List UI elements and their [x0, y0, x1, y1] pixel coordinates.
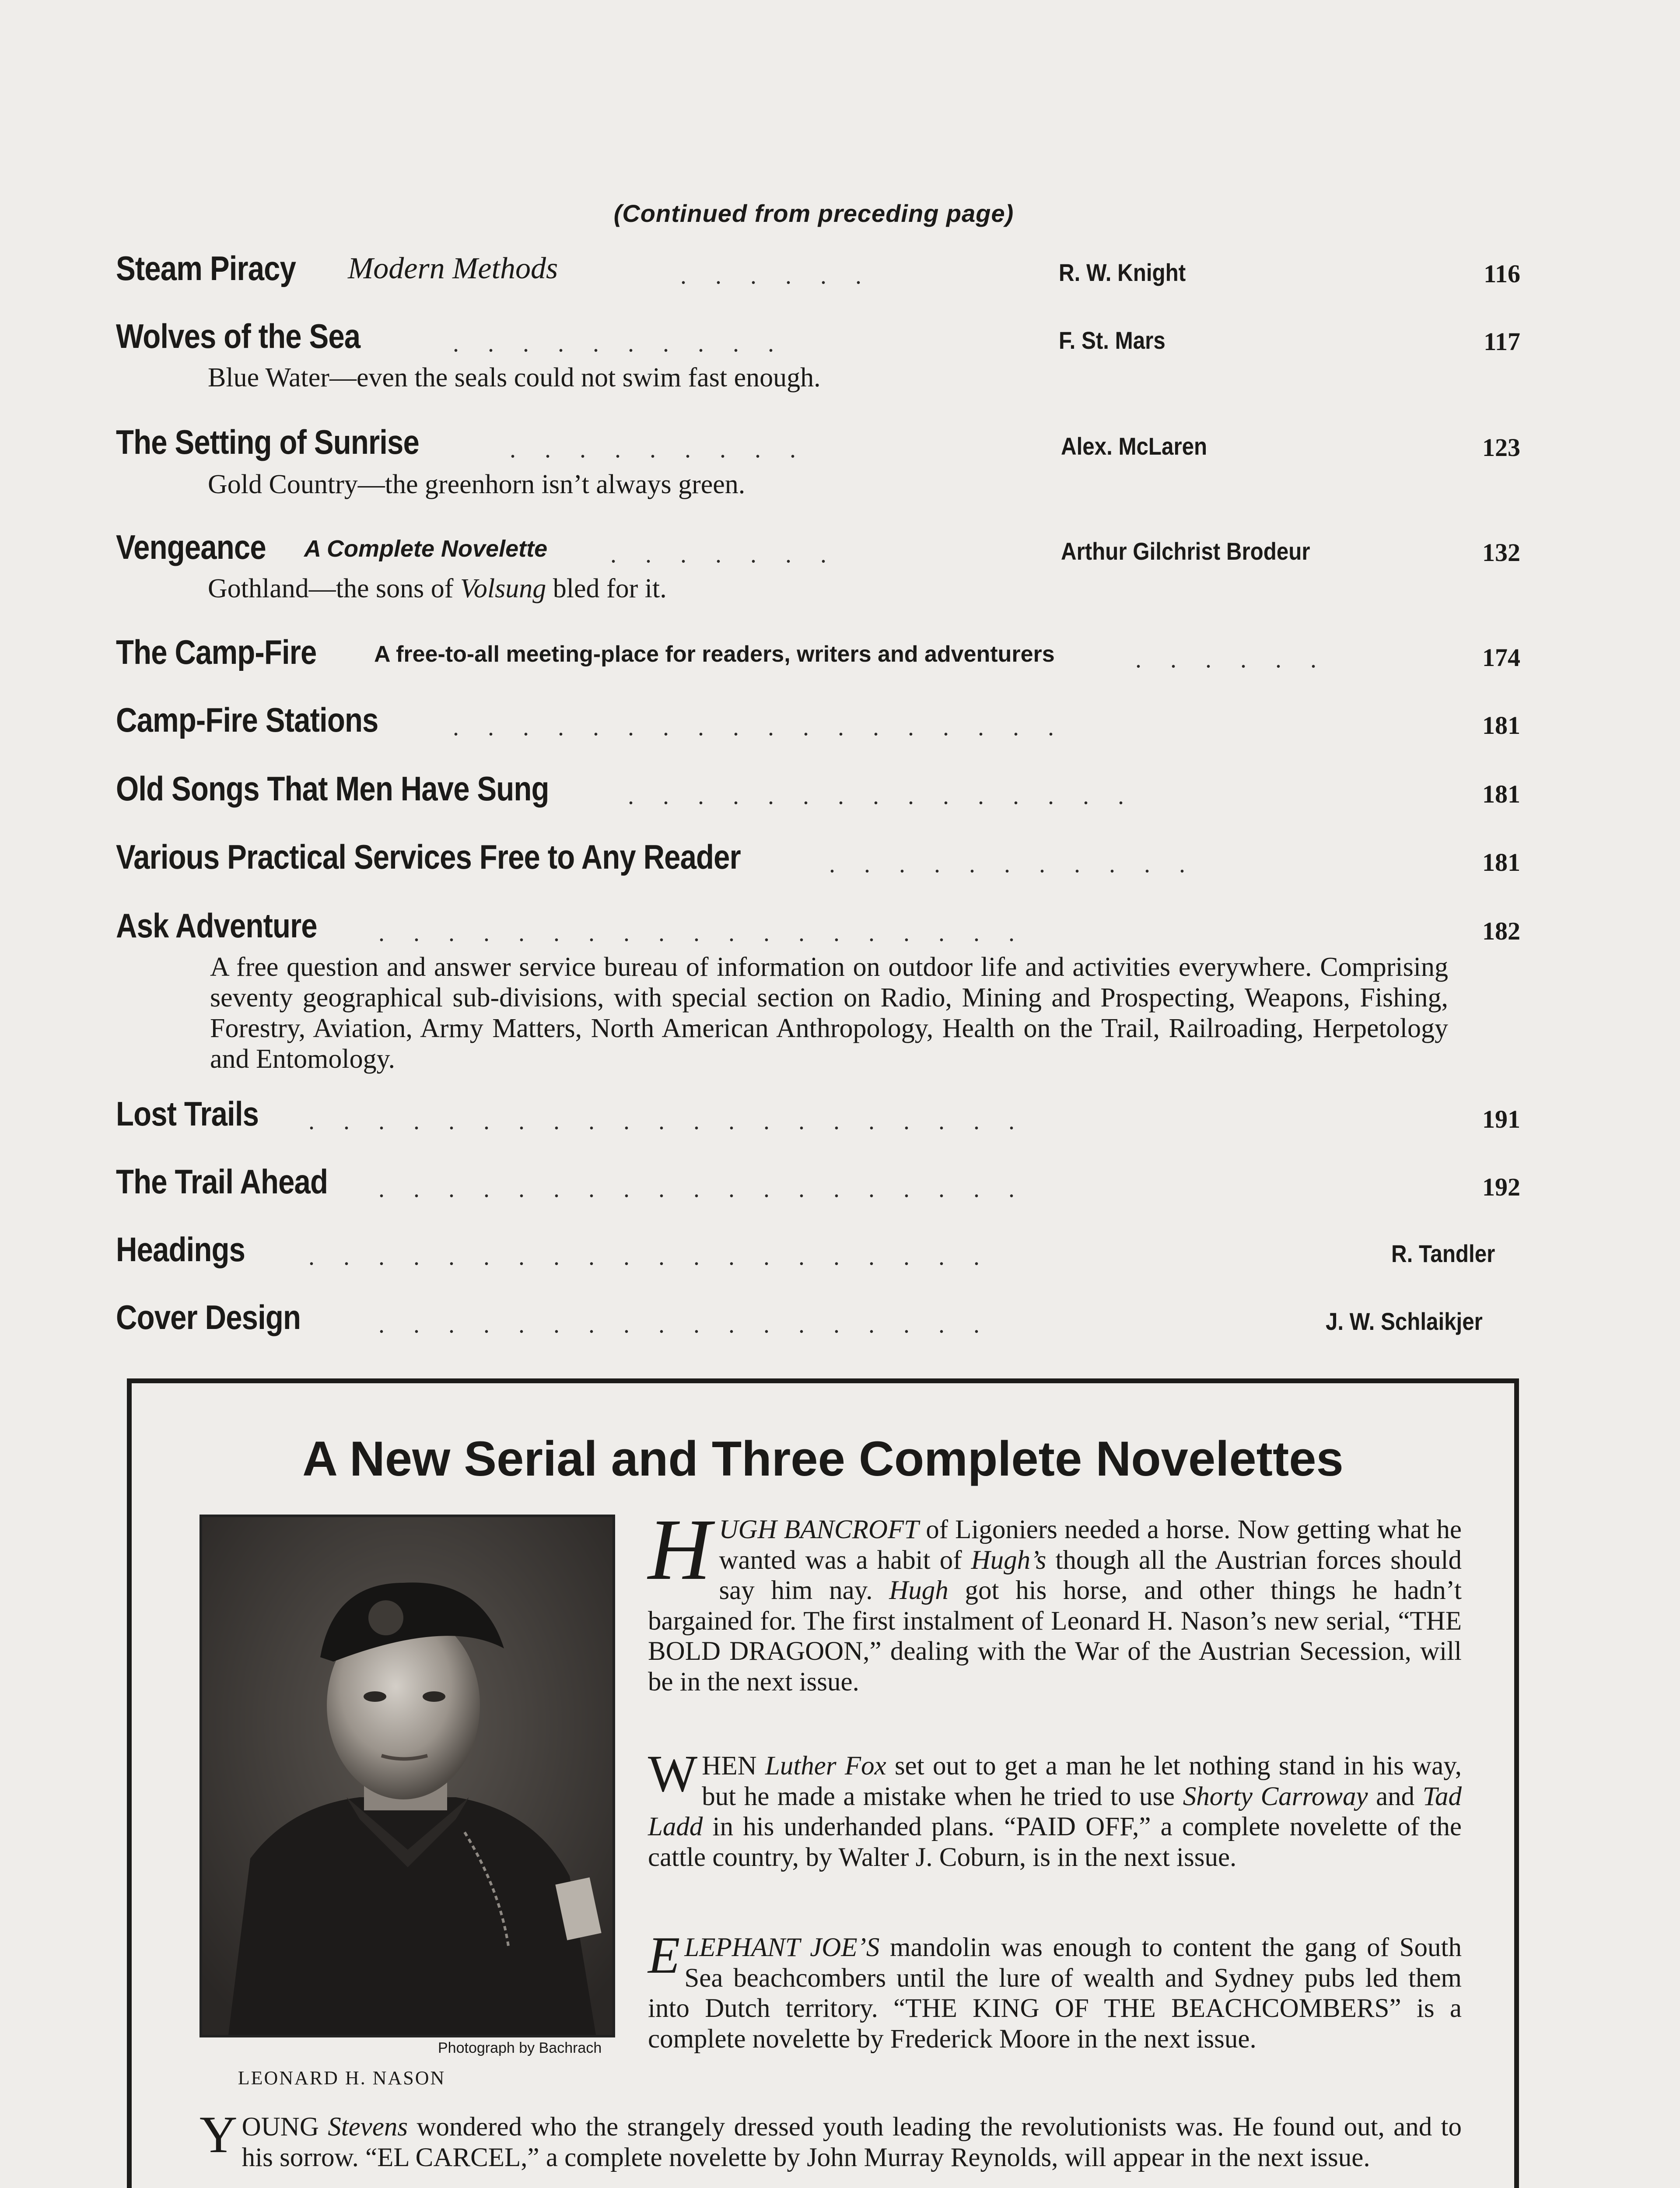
drop-cap: H — [648, 1501, 711, 1598]
photo-caption: LEONARD H. NASON — [238, 2067, 446, 2089]
leader-dots: ................... — [378, 919, 1043, 947]
toc-page: 116 — [1484, 259, 1520, 288]
toc-entry[interactable] — [116, 769, 1520, 808]
blurb-paid-off: WHEN Luther Fox set out to get a man he let nothing stand in his way, but he made a mistake when he tried to use Shorty Carroway and Tad Ladd in his underhanded plans. “PAID OFF,” a complete novelette of the cattle country, by Walter J. Coburn, is in the next issue. — [648, 1744, 1462, 1872]
toc-page: 181 — [1482, 711, 1520, 740]
toc-entry[interactable] — [116, 1094, 1520, 1133]
drop-cap: E — [648, 1926, 680, 1984]
leader-dots: ...... — [1135, 646, 1345, 673]
toc-author: R. W. Knight — [1059, 259, 1186, 286]
leader-dots: ........... — [829, 851, 1214, 878]
toc-title: Camp-Fire Stations — [116, 701, 378, 739]
toc-title: Vengeance — [116, 528, 266, 566]
toc-subtitle: A Complete Novelette — [304, 536, 548, 562]
toc-title: Steam Piracy — [116, 249, 296, 288]
toc-page: 123 — [1482, 433, 1520, 462]
toc-author: R. Tandler — [1391, 1240, 1495, 1267]
blurb-beachcombers: ELEPHANT JOE’S mandolin was enough to content the gang of South Sea beachcombers until the lure of wealth and Sydney pubs led them into Dutch territory. “THE KING OF THE BEACHCOMBERS” is a complete novelette by Frederick Moore in the next issue. — [648, 1926, 1462, 2054]
toc-title: Headings — [116, 1230, 245, 1269]
toc-page: 117 — [1484, 327, 1520, 356]
toc-author: Arthur Gilchrist Brodeur — [1061, 537, 1310, 565]
toc-page: 132 — [1482, 538, 1520, 567]
leader-dots: .................. — [378, 1311, 1008, 1338]
leader-dots: ...... — [680, 262, 890, 289]
leader-dots: .......... — [453, 330, 803, 357]
toc-entry[interactable] — [116, 1162, 1520, 1201]
toc-title: The Trail Ahead — [116, 1162, 328, 1201]
toc-page: 181 — [1482, 780, 1520, 808]
leader-dots: .................. — [453, 714, 1083, 741]
toc-title: Cover Design — [116, 1298, 301, 1336]
continued-note: (Continued from preceding page) — [613, 200, 1014, 227]
toc-page: 192 — [1482, 1173, 1520, 1201]
toc-entry[interactable] — [116, 249, 1520, 288]
blurb-el-carcel: YOUNG Stevens wondered who the strangely dressed youth leading the revolutionists was. He found out, and to his sorrow. “EL CARCEL,” a complete novelette by John Murray Reynolds, will appear in the next issue. — [200, 2105, 1462, 2172]
toc-entry[interactable] — [116, 700, 1520, 740]
next-issue-box — [127, 1378, 1519, 2188]
portrait-image — [202, 1517, 612, 2035]
toc-author: J. W. Schlaikjer — [1326, 1308, 1483, 1335]
toc-author: Alex. McLaren — [1061, 432, 1208, 460]
toc-entry[interactable] — [116, 1230, 1520, 1269]
drop-cap: Y — [200, 2105, 238, 2163]
toc-entry[interactable] — [116, 316, 1520, 356]
toc-title: Ask Adventure — [116, 906, 317, 945]
toc-title: Various Practical Services Free to Any Reader — [116, 838, 741, 876]
toc-title: Old Songs That Men Have Sung — [116, 769, 549, 808]
leader-dots: ..................... — [308, 1108, 1043, 1135]
toc-title: Wolves of the Sea — [116, 317, 360, 355]
toc-description: Blue Water—even the seals could not swim fast enough. — [208, 363, 821, 393]
toc-description: Gothland—the sons of Volsung bled for it. — [208, 574, 667, 603]
toc-subtitle: A free-to-all meeting-place for readers, writers and adventurers — [374, 642, 1055, 667]
blurb-bold-dragoon: HUGH BANCROFT of Ligoniers needed a horse. Now getting what he wanted was a habit of Hugh’s though all the Austrian forces should say him nay. Hugh got his horse, and other things he hadn’t bargained for. The first instalment of Leonard H. Nason’s new serial, “THE BOLD DRAGOON,” dealing with the War of the Austrian Secession, will be in the next issue. — [648, 1501, 1462, 1697]
toc-author: F. St. Mars — [1059, 326, 1166, 354]
toc-entry[interactable] — [116, 527, 1520, 567]
toc-entry[interactable] — [116, 632, 1520, 672]
toc-subtitle: Modern Methods — [348, 252, 558, 285]
author-photo — [200, 1515, 615, 2037]
toc-title: The Setting of Sunrise — [116, 423, 419, 461]
leader-dots: ......... — [510, 436, 825, 463]
toc-title: The Camp-Fire — [116, 633, 317, 671]
toc-description: A free question and answer service bureau of information on outdoor life and activities everywhere. Comprising seventy geographical sub-divisions, with special section on Radio, Mining and Prospecting, Weapons, Fishing, Forestry, Aviation, Army Matters, North American Anthropology, Health on the Trail, Railroading, Herpetology and Entomology. — [210, 952, 1448, 1074]
toc-page: 174 — [1482, 643, 1520, 672]
leader-dots: ................... — [378, 1175, 1043, 1203]
leader-dots: ............... — [628, 782, 1153, 810]
toc-entry[interactable] — [116, 906, 1520, 945]
toc-description: Gold Country—the greenhorn isn’t always green. — [208, 470, 746, 499]
toc-page: 182 — [1482, 917, 1520, 945]
photo-credit: Photograph by Bachrach — [438, 2040, 602, 2056]
leader-dots: .................... — [308, 1243, 1008, 1270]
toc-title: Lost Trails — [116, 1094, 259, 1133]
toc-entry[interactable] — [116, 422, 1520, 462]
leader-dots: ....... — [610, 541, 855, 568]
toc-entry[interactable] — [116, 837, 1520, 877]
toc-page: 191 — [1482, 1105, 1520, 1133]
toc-page: 181 — [1482, 848, 1520, 877]
drop-cap: W — [648, 1744, 698, 1802]
box-heading: A New Serial and Three Complete Novelettes — [302, 1431, 1344, 1486]
toc-entry[interactable] — [116, 1297, 1520, 1337]
